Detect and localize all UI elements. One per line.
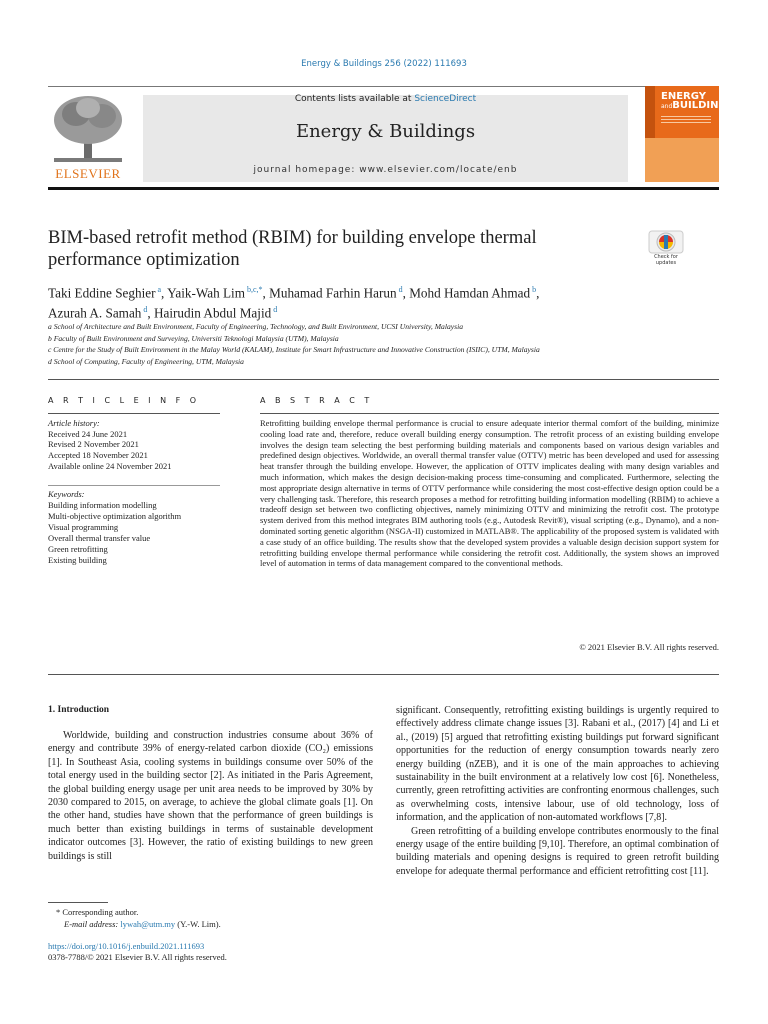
crossmark-icon [648,230,684,254]
body-rule [48,674,719,675]
author-name: Yaik-Wah Lim [167,285,245,301]
affiliation-c: c Centre for the Study of Built Environment in the Malay World (KALAM), Institute for Smart Infrastructure and Innovative Construction (ISIIC), UTM, Malaysia [48,345,540,354]
issn-line: 0378-7788/© 2021 Elsevier B.V. All rights reserved. [48,952,227,962]
history-revised: Revised 2 November 2021 [48,439,139,450]
cover-title-line2: BUILDINGS [672,100,734,111]
elsevier-logo [48,92,128,182]
keywords-label: Keywords: [48,489,85,499]
author-separator: , [536,285,540,301]
keyword-item: Overall thermal transfer value [48,533,151,543]
affiliation-b: b Faculty of Built Environment and Surveying, Universiti Teknologi Malaysia (UTM), Malaysia [48,333,339,343]
header-bottom-rule [48,187,719,190]
abstract-copyright: © 2021 Elsevier B.V. All rights reserved. [579,642,719,652]
intro-paragraph-2: significant. Consequently, retrofitting existing buildings is urgently required to effectively address climate change issues [3]. Rabani et al., (2017) [4] and Li et al., (2019) [5] argued that retrofitting existing buildings put forward significant opportunities for the reduction of energy consumption towards nearly zero energy building (nZEB), and it is one of the main approaches to achieving sustainability in the built environment at a relatively low cost [6]. Nonetheless, currently, green retrofitting activities are confronting enormous challenges, such as overwhelming costs, intensive labour, use of old technology, loss of information, and the application of non-automated workflows [7,8]. [396,705,719,824]
author-name: Taki Eddine Seghier [48,285,156,301]
body-column-2 [396,704,719,878]
journal-homepage[interactable]: journal homepage: www.elsevier.com/locate/enb [253,165,518,175]
abstract-heading: A B S T R A C T [260,396,373,405]
journal-citation[interactable]: Energy & Buildings 256 (2022) 111693 [301,59,467,69]
cover-image [645,138,719,182]
cover-and: and [661,103,673,110]
keyword-item: Existing building [48,555,107,565]
author-affiliation-marker[interactable]: d [141,305,148,315]
introduction-heading: 1. Introduction [48,705,110,715]
journal-header-box [143,95,628,182]
keyword-item: Building information modelling [48,500,157,510]
elsevier-tree-icon [48,92,128,164]
email-suffix: (Y.-W. Lim). [175,919,221,929]
keyword-item: Visual programming [48,522,119,532]
author-affiliation-marker[interactable]: b,c,* [244,285,263,294]
body-column-1 [48,729,373,863]
history-label: Article history: [48,418,100,428]
footnote-rule [48,902,108,903]
corresponding-author-note: * Corresponding author. [56,907,139,917]
author-name: Mohd Hamdan Ahmad [409,285,531,301]
author-list [48,281,688,322]
contents-prefix: Contents lists available at [294,94,415,104]
author-separator: , [402,285,410,301]
author-separator: , [161,285,168,301]
history-received: Received 24 June 2021 [48,428,128,439]
footnote [56,906,376,930]
intro-paragraph-3: Green retrofitting of a building envelope contributes enormously to the final energy usage of the entire building [9,10]. Therefore, an optimal combination of building materials and opening designs is required to green retrofit building envelope for adequate thermal performance and efficient retrofitting cost [11]. [396,825,719,877]
article-history [48,418,223,472]
author-affiliation-marker[interactable]: a [155,285,162,294]
author-line-2 [48,301,688,321]
email-link[interactable]: lywah@utm.my [120,919,176,929]
keyword-item: Green retrofitting [48,544,108,554]
cover-text-lines [661,116,711,124]
author-separator: , [147,305,154,321]
history-online: Available online 24 November 2021 [48,460,172,471]
sciencedirect-link[interactable]: ScienceDirect [414,94,477,104]
keywords [48,489,223,566]
author-affiliation-marker[interactable]: d [271,305,278,315]
doi-link[interactable]: https://doi.org/10.1016/j.enbuild.2021.111693 [48,941,205,951]
author-affiliation-marker[interactable]: b [530,285,537,294]
doi-block [48,941,227,963]
author-affiliation-marker[interactable]: d [396,285,403,294]
article-info-heading: A R T I C L E I N F O [48,396,200,405]
author-separator: , [262,285,270,301]
keywords-rule [48,485,220,486]
author-line-1 [48,281,688,301]
crossmark-badge[interactable] [648,230,684,266]
abstract-rule [260,413,719,414]
journal-cover[interactable] [645,86,734,182]
journal-title: Energy & Buildings [295,121,476,142]
affiliation-a: a School of Architecture and Built Environment, Faculty of Engineering, Technology, and Built Environment, UCSI University, Malaysia [48,322,463,331]
author-name: Hairudin Abdul Majid [153,305,272,321]
affiliation-rule [48,379,719,380]
cover-title-line1: ENERGY [661,91,706,102]
email-line [56,918,376,930]
intro-paragraph-1: Worldwide, building and construction industries consume about 36% of energy and contribute 39% of energy-related carbon dioxide (CO₂) emissions [1]. In Southeast Asia, cooling systems in buildings consume over 50% of the total energy used in the building sector [2]. As initiated in the Paris Agreement, the global building energy usage per unit area needs to be improved by 30% by 2030 compared to 2015, on average, to achieve the global climate goals [1]. On the other hand, studies have shown that the performance of green buildings is much better than existing buildings in terms of sustainable development indicator outcomes [3]. However, the ratio of existing buildings to new green buildings is still [48,730,373,862]
elsevier-wordmark: ELSEVIER [55,166,121,181]
keyword-item: Multi-objective optimization algorithm [48,511,182,521]
header-top-rule [48,86,719,87]
crossmark-label: Check for updates [654,254,678,266]
contents-line [143,94,628,104]
author-name: Muhamad Farhin Harun [269,285,397,301]
article-title: BIM-based retrofit method (RBIM) for building envelope thermal performance optimization [48,228,537,270]
email-label: E-mail address: [64,919,121,929]
abstract-text: Retrofitting building envelope thermal performance is crucial to ensure adequate interior thermal comfort of the building, minimize cooling load rate and, therefore, reduce overall building energy consumption. The retrofit process of an existing building envelope involves the design team selecting the best performing building materials and components based on various design variables and predefined design objectives. Worldwide, an overall thermal transfer value (OTTV) metric has been developed and used for assessing heat transfer through the building envelope. However, the application of OTTV implicates dealing with many design variables and much information, which makes the design decision-making process time-consuming and complicated. Furthermore, selecting the most appropriate design alternative in terms of OTTV performance while considering the most cost-effective design option could be a very challenging task. Therefore, this research proposes a method for retrofitting building information modelling (RBIM) to achieve a tradeoff design set between two conflicting objectives, namely minimizing OTTV and minimizing the retrofit cost. The prototype system derived from this method integrates BIM authoring tools (e.g., Autodesk Revit®), visual scripting (e.g., Dynamo), and a non-dominated sorting genetic algorithm (NSGA-II) customized in MATLAB®. The applicability of the proposed system is validated with a case study of an office building. The results show that the developed system provides a valuable design decision support system for retrofitting building envelope thermal performance while considering the retrofit cost. Additionally, the system shows an improved level of automation in terms of data management compared to the conventional methods. [260,418,719,569]
author-name: Azurah A. Samah [48,305,142,321]
article-info-rule [48,413,220,414]
affiliation-d: d School of Computing, Faculty of Engineering, UTM, Malaysia [48,356,244,366]
affiliations [48,321,728,367]
cover-title [661,92,734,111]
history-accepted: Accepted 18 November 2021 [48,450,148,461]
